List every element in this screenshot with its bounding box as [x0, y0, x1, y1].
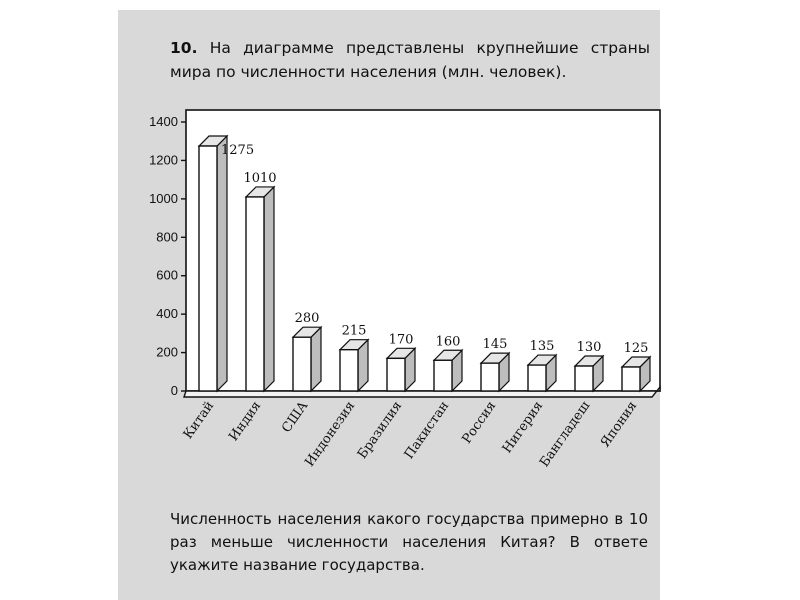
category-label: Пакистан: [401, 398, 453, 462]
bar-9: [575, 356, 603, 391]
value-label: 1275: [221, 143, 255, 159]
bar-front: [199, 146, 217, 391]
bar-side: [311, 327, 321, 391]
bar-front: [293, 337, 311, 391]
bar-2: [246, 187, 274, 391]
category-label: США: [279, 398, 312, 436]
bar-front: [387, 358, 405, 391]
y-tick-label: 1000: [149, 190, 178, 206]
value-label: 145: [482, 337, 508, 353]
bar-side: [264, 187, 274, 391]
x-axis-labels: [181, 399, 641, 470]
bar-4: [340, 340, 368, 391]
y-tick-label: 400: [156, 306, 178, 322]
value-label: 280: [294, 311, 320, 327]
value-label: 160: [435, 334, 461, 350]
question-text: Численность населения какого государства примерно в 10 раз меньше численности населения Китая? В ответе укажите название государства.: [170, 510, 648, 574]
value-label: 135: [529, 339, 555, 355]
bar-3: [293, 327, 321, 391]
value-label: 125: [623, 340, 649, 356]
y-tick-label: 200: [156, 344, 178, 360]
y-tick-label: 0: [170, 383, 178, 398]
value-label: 130: [576, 340, 602, 356]
category-label: Бангладеш: [537, 398, 594, 471]
y-tick-label: 1200: [149, 152, 178, 168]
bar-front: [246, 197, 264, 391]
value-label: 215: [341, 323, 367, 339]
task-text: На диаграмме представлены крупнейшие страны мира по численности населения (млн. человек).: [170, 39, 650, 81]
category-label: Япония: [597, 398, 641, 451]
task-number: 10.: [170, 39, 198, 57]
bar-front: [434, 360, 452, 391]
bar-8: [528, 355, 556, 391]
category-label: Китай: [180, 398, 218, 442]
bar-5: [387, 348, 415, 391]
category-label: Индонезия: [302, 398, 359, 470]
category-label: Бразилия: [354, 398, 406, 462]
bar-front: [340, 350, 358, 391]
category-label: Нигерия: [499, 398, 547, 457]
bar-front: [622, 367, 640, 391]
bar-front: [528, 365, 546, 391]
value-label: 1010: [243, 170, 277, 186]
y-axis: [149, 114, 186, 398]
bar-6: [434, 350, 462, 391]
y-tick-label: 600: [156, 267, 178, 283]
category-label: Индия: [226, 398, 265, 445]
category-label: Россия: [459, 398, 500, 447]
bar-7: [481, 353, 509, 391]
bar-front: [481, 363, 499, 391]
value-label: 170: [388, 332, 414, 348]
bar-front: [575, 366, 593, 391]
bar-10: [622, 357, 650, 391]
bar-1: [199, 136, 227, 391]
y-tick-label: 1400: [149, 114, 178, 129]
bar-side: [217, 136, 227, 391]
y-tick-label: 800: [156, 229, 178, 245]
